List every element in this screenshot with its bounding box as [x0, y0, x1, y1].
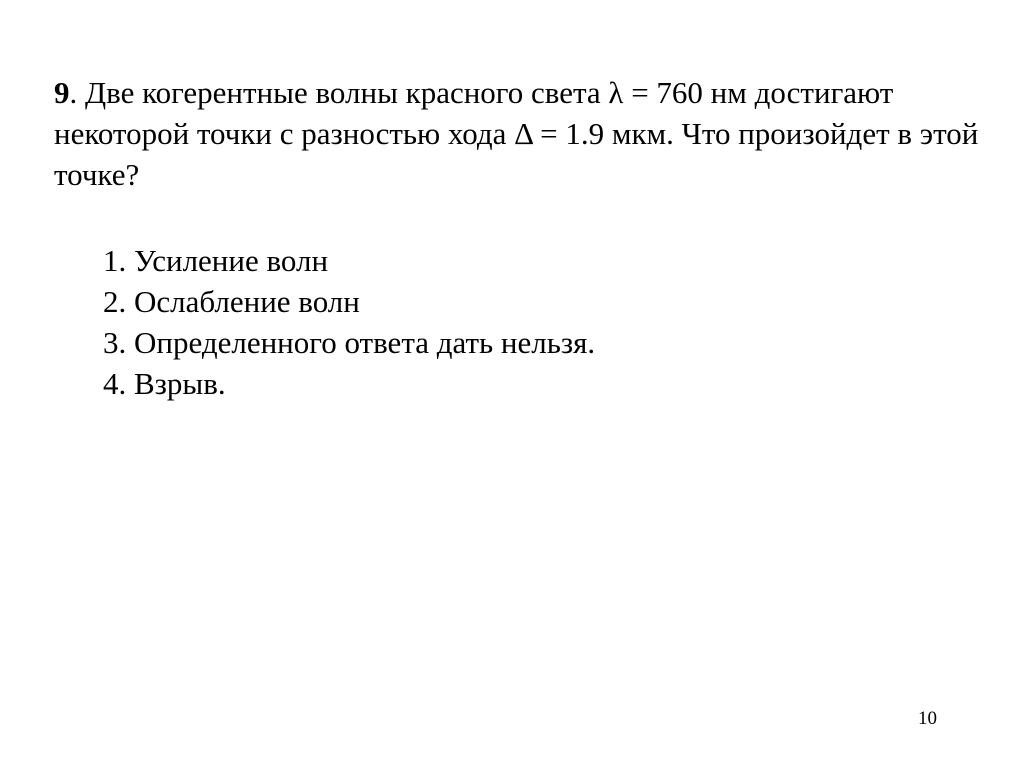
- question-body: . Две когерентные волны красного света λ = 760 нм достигают некоторой точки с разностью хода Δ = 1.9 мкм. Что произойдет в этой точке?: [54, 75, 979, 192]
- question-text: [54, 72, 994, 195]
- answer-option-4: 4. Взрыв.: [103, 366, 226, 401]
- answer-option-2: 2. Ослабление волн: [103, 284, 360, 319]
- question-number: 9: [54, 75, 70, 110]
- answer-list: [103, 240, 595, 404]
- answer-option-3: 3. Определенного ответа дать нельзя.: [103, 325, 596, 360]
- answer-option-1: 1. Усиление волн: [103, 243, 329, 278]
- page-number: 10: [918, 708, 937, 729]
